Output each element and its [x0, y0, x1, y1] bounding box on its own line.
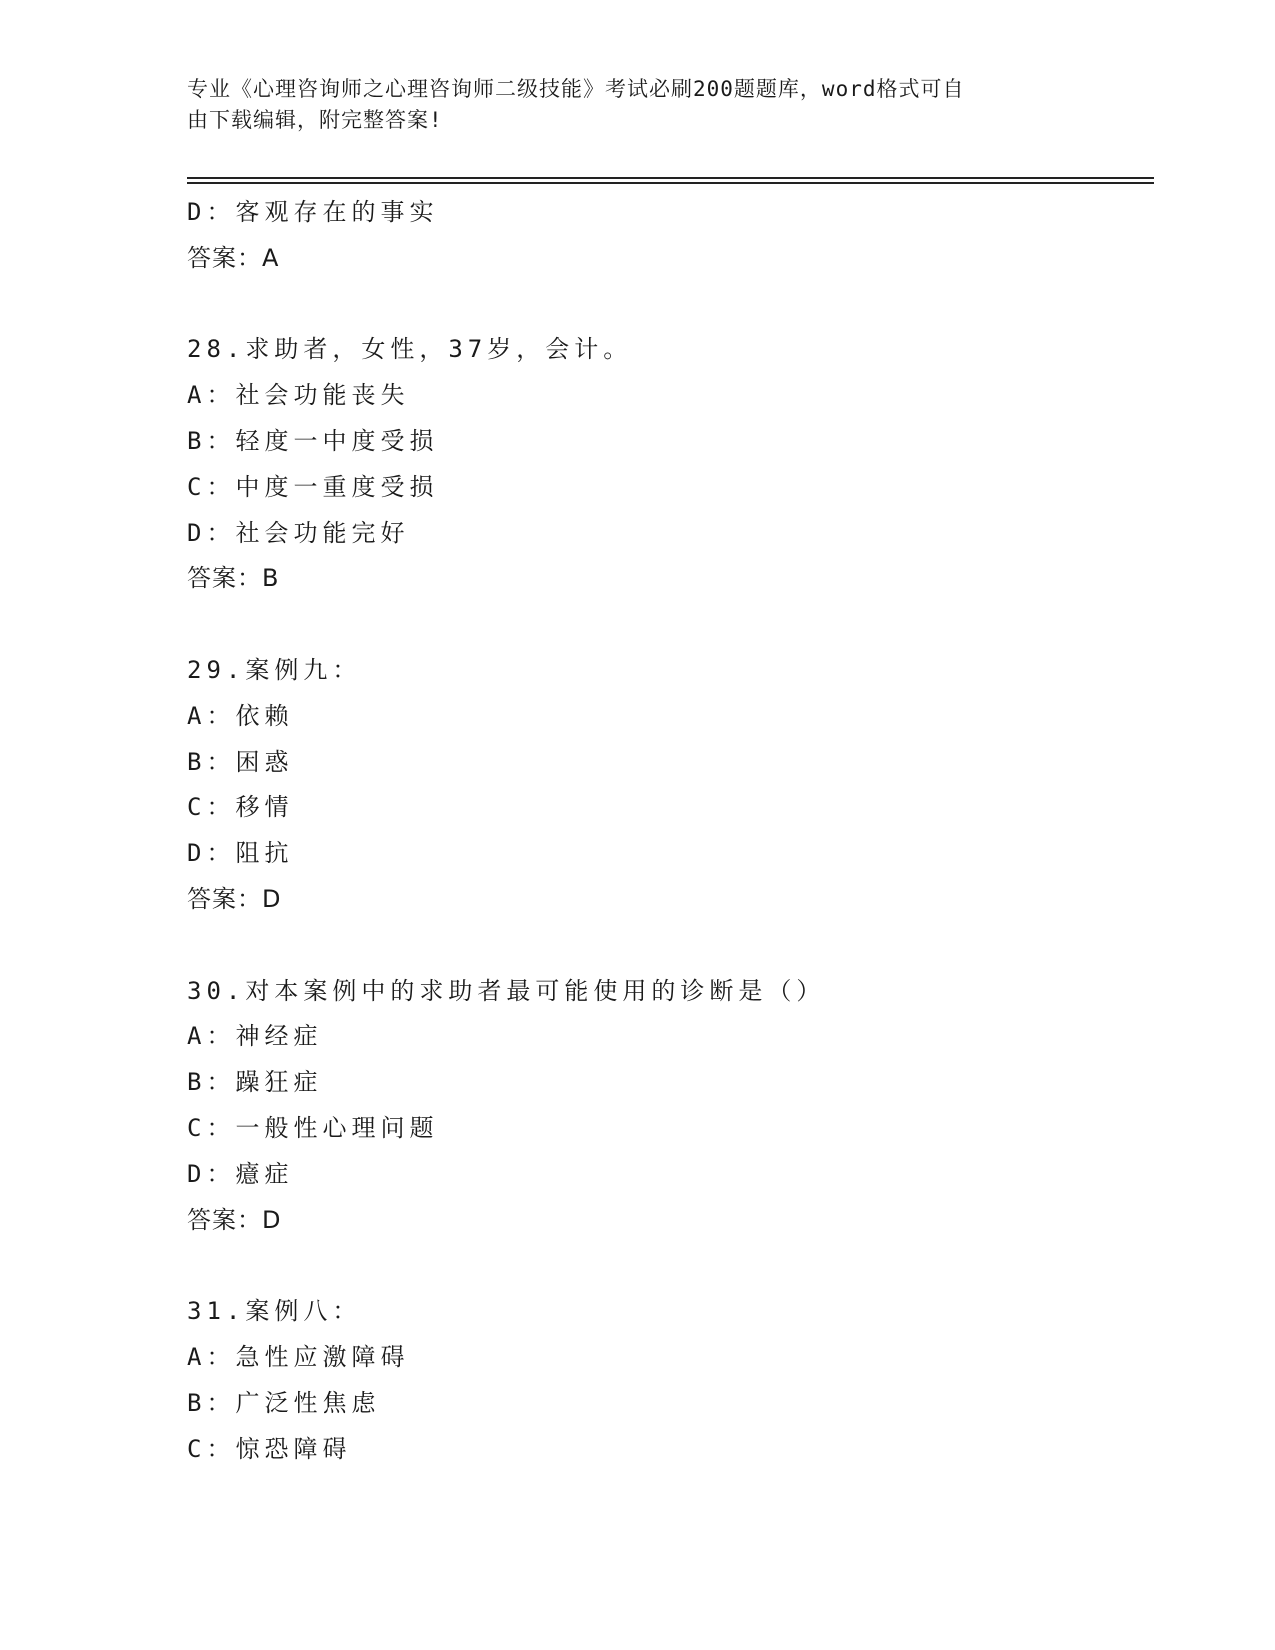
- question-stem: 28.求助者，女性，37岁，会计。: [187, 335, 633, 364]
- header-line-1: 专业《心理咨询师之心理咨询师二级技能》考试必刷200题题库，word格式可自: [187, 77, 965, 101]
- answer: 答案：D: [187, 1205, 282, 1234]
- question-stem: 30.对本案例中的求助者最可能使用的诊断是（）: [187, 976, 826, 1005]
- question-28: [187, 327, 1154, 602]
- option-a: A：社会功能丧失: [187, 381, 410, 410]
- option-b: B：广泛性焦虑: [187, 1388, 381, 1417]
- option-c: C：中度一重度受损: [187, 472, 439, 501]
- option-b: B：躁狂症: [187, 1068, 323, 1097]
- option-c: C：惊恐障碍: [187, 1434, 352, 1463]
- question-29: [187, 648, 1154, 923]
- option-d: D：癔症: [187, 1159, 294, 1188]
- option-d: D：阻抗: [187, 839, 294, 868]
- spacer: [187, 282, 1154, 328]
- option-b: B：轻度一中度受损: [187, 426, 439, 455]
- question-31: [187, 1289, 1154, 1472]
- spacer: [187, 602, 1154, 648]
- option-a: A：神经症: [187, 1022, 323, 1051]
- question-list: [187, 190, 1154, 1472]
- spacer: [187, 923, 1154, 969]
- answer: 答案：B: [187, 564, 280, 593]
- header-divider-top: [187, 177, 1154, 179]
- option-c: C：移情: [187, 793, 294, 822]
- question-stem: 29.案例九：: [187, 655, 362, 684]
- document-header: [187, 74, 1067, 136]
- spacer: [187, 1243, 1154, 1289]
- answer: 答案：D: [187, 884, 282, 913]
- option-d: D：社会功能完好: [187, 518, 410, 547]
- option-c: C：一般性心理问题: [187, 1113, 439, 1142]
- question-stem: 31.案例八：: [187, 1297, 362, 1326]
- option-a: A：急性应激障碍: [187, 1342, 410, 1371]
- header-divider-bottom: [187, 182, 1154, 184]
- question-30: [187, 969, 1154, 1244]
- option-b: B：困惑: [187, 747, 294, 776]
- intro-option-d: D：客观存在的事实: [187, 198, 439, 226]
- header-line-2: 由下载编辑，附完整答案!: [187, 108, 443, 132]
- option-a: A：依赖: [187, 701, 294, 730]
- intro-answer: 答案：A: [187, 243, 280, 272]
